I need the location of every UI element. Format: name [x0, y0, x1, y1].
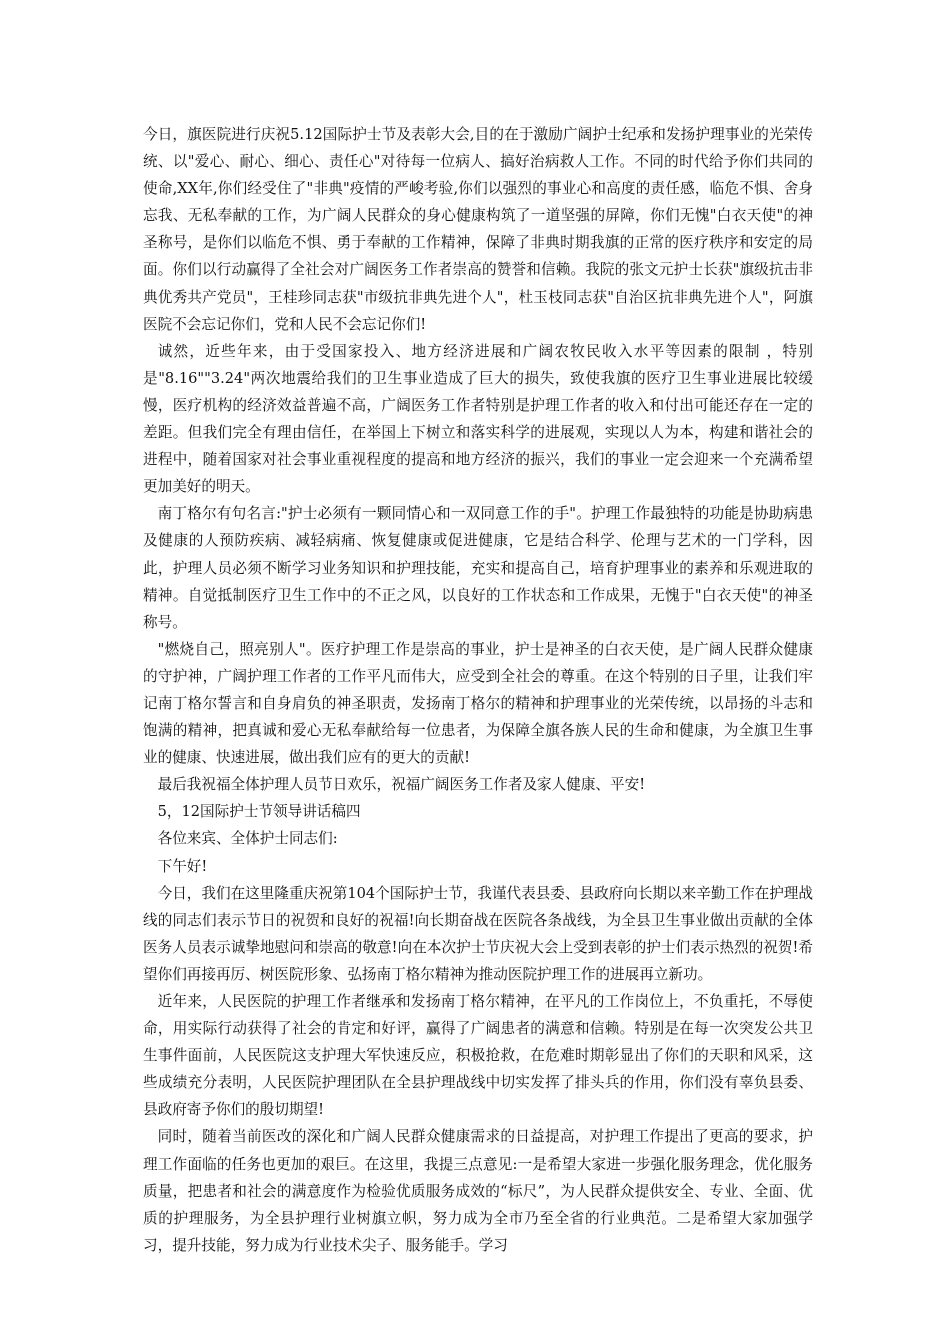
document-body: [143, 121, 813, 1259]
salutation: 各位来宾、全体护士同志们:: [157, 830, 338, 848]
paragraph-10: 近年来，人民医院的护理工作者继承和发扬南丁格尔精神，在平凡的工作岗位上，不负重托，不辱使命，用实际行动获得了社会的肯定和好评，赢得了广阔患者的满意和信赖。特别是在每一次突发公共卫生事件面前，人民医院这支护理大军快速反应，积极抢救，在危难时期彰显出了你们的天职和风采，这些成绩充分表明，人民医院护理团队在全县护理战线中切实发挥了排头兵的作用，你们没有辜负县委、县政府寄予你们的殷切期望!: [143, 993, 813, 1119]
section-heading: 5，12国际护士节领导讲话稿四: [157, 803, 361, 821]
paragraph-9: 今日，我们在这里隆重庆祝第104个国际护士节，我谨代表县委、县政府向长期以来辛勤工作在护理战线的同志们表示节日的祝贺和良好的祝福!向长期奋战在医院各条战线，为全县卫生事业做出贡献的全体医务人员表示诚挚地慰问和崇高的敬意!向在本次护士节庆祝大会上受到表彰的护士们表示热烈的祝贺!希望你们再接再厉、树医院形象、弘扬南丁格尔精神为推动医院护理工作的进展再立新功。: [143, 884, 813, 983]
paragraph-4: "燃烧自己，照亮别人"。医疗护理工作是崇高的事业，护士是神圣的白衣天使，是广阔人民群众健康的守护神，广阔护理工作者的工作平凡而伟大，应受到全社会的尊重。在这个特别的日子里，让我们牢记南丁格尔誓言和自身肩负的神圣职责，发扬南丁格尔的精神和护理事业的光荣传统，以昂扬的斗志和饱满的精神，把真诚和爱心无私奉献给每一位患者，为保障全旗各族人民的生命和健康，为全旗卫生事业的健康、快速进展，做出我们应有的更大的贡献!: [143, 640, 813, 767]
greeting: 下午好!: [157, 857, 208, 875]
paragraph-5: 最后我祝福全体护理人员节日欢乐，祝福广阔医务工作者及家人健康、平安!: [157, 776, 646, 794]
paragraph-1: 今日，旗医院进行庆祝5.12国际护士节及表彰大会,目的在于激励广阔护士纪承和发扬护理事业的光荣传统、以"爱心、耐心、细心、责任心"对待每一位病人、搞好治病救人工作。不同的时代给予你们共同的使命,XX年,你们经受住了"非典"疫情的严峻考验,你们以强烈的事业心和高度的责任感，临危不惧、舍身忘我、无私奉献的工作，为广阔人民群众的身心健康构筑了一道坚强的屏障，你们无愧"白衣天使"的神圣称号，是你们以临危不惧、勇于奉献的工作精神，保障了非典时期我旗的正常的医疗秩序和安定的局面。你们以行动赢得了全社会对广阔医务工作者崇高的赞誉和信赖。我院的张文元护士长获"旗级抗击非典优秀共产党员"，王桂珍同志获"市级抗非典先进个人"，杜玉枝同志获"自治区抗非典先进个人"，阿旗医院不会忘记你们，党和人民不会忘记你们!: [143, 126, 813, 333]
paragraph-11: 同时，随着当前医改的深化和广阔人民群众健康需求的日益提高，对护理工作提出了更高的要求，护理工作面临的任务也更加的艰巨。在这里，我提三点意见:一是希望大家进一步强化服务理念，优化服务质量，把患者和社会的满意度作为检验优质服务成效的“标尺”，为人民群众提供安全、专业、全面、优质的护理服务，为全县护理行业树旗立帜，努力成为全市乃至全省的行业典范。二是希望大家加强学习，提升技能，努力成为行业技术尖子、服务能手。学习: [143, 1128, 813, 1254]
paragraph-3: 南丁格尔有句名言:"护士必须有一颗同情心和一双同意工作的手"。护理工作最独特的功能是协助病患及健康的人预防疾病、减轻病痛、恢复健康或促进健康，它是结合科学、伦理与艺术的一门学科，因此，护理人员必须不断学习业务知识和护理技能，充实和提高自己，培育护理事业的素养和乐观进取的精神。自觉抵制医疗卫生工作中的不正之风，以良好的工作状态和工作成果，无愧于"白衣天使"的神圣称号。: [143, 505, 813, 631]
paragraph-2: 诚然，近些年来，由于受国家投入、地方经济进展和广阔农牧民收入水平等因素的限制 ，特别是"8.16""3.24"两次地震给我们的卫生事业造成了巨大的损失，致使我旗的医疗卫生事业进展比较缓慢，医疗机构的经济效益普遍不高，广阔医务工作者特别是护理工作者的收入和付出可能还存在一定的差距。但我们完全有理由信任，在举国上下树立和落实科学的进展观，实现以人为本，构建和谐社会的进程中，随着国家对社会事业重视程度的提高和地方经济的振兴，我们的事业一定会迎来一个充满希望更加美好的明天。: [143, 342, 813, 496]
